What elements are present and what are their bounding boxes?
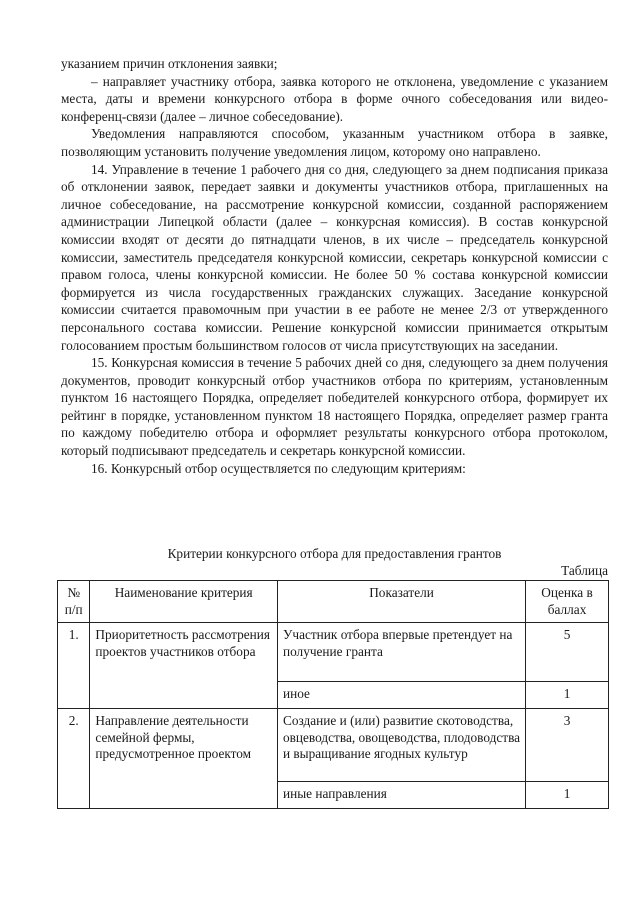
table-row — [58, 709, 609, 782]
table-caption: Критерии конкурсного отбора для предоставления грантов — [167, 546, 502, 561]
row-indicator: Создание и (или) развитие скотоводства, овцеводства, овощеводства, плодоводства и выращивание ягодных культур — [277, 709, 525, 782]
paragraph-item-16: 16. Конкурсный отбор осуществляется по следующим критериям: — [91, 460, 466, 476]
criteria-table — [57, 580, 609, 809]
paragraph-notification-method: Уведомления направляются способом, указанным участником отбора в заявке, позволяющим установить получение уведомления лицом, которому оно направлено. — [61, 126, 608, 159]
table-header-row — [58, 581, 609, 623]
header-score: Оценка в баллах — [526, 581, 609, 623]
row-num: 2. — [58, 709, 90, 809]
row-score: 1 — [526, 782, 609, 809]
row-indicator: Участник отбора впервые претендует на получение гранта — [277, 623, 525, 682]
paragraph-notification-send: – направляет участнику отбора, заявка которого не отклонена, уведомление с указанием места, даты и времени конкурсного отбора в форме очного собеседования или видео-конференц-связи (далее – личное собеседование). — [61, 73, 608, 124]
table-label: Таблица — [561, 563, 608, 578]
row-criterion-name: Приоритетность рассмотрения проектов участников отбора — [90, 623, 278, 709]
row-indicator: иные направления — [277, 782, 525, 809]
row-indicator: иное — [277, 682, 525, 709]
row-criterion-name: Направление деятельности семейной фермы, предусмотренное проектом — [90, 709, 278, 809]
row-score: 3 — [526, 709, 609, 782]
row-score: 5 — [526, 623, 609, 682]
header-criterion-name: Наименование критерия — [90, 581, 278, 623]
table-row — [58, 623, 609, 682]
paragraph-item-14: 14. Управление в течение 1 рабочего дня со дня, следующего за днем подписания приказа об отклонении заявок, передает заявки и документы участников отбора, приглашенных на личное собеседование, на рассмотрение конкурсной комиссии, созданной распоряжением администрации Липецкой области (далее – конкурсная комиссия). В состав конкурсной комиссии входят от десяти до пятнадцати членов, в их числе – председатель конкурсной комиссии, заместитель председателя конкурсной комиссии, секретарь конкурсной комиссии с правом голоса, члены конкурсной комиссии. Не более 50 % состава конкурсной комиссии формируется из числа государственных гражданских служащих. Заседание конкурсной комиссии считается правомочным при участии в ее работе не менее 2/3 от утвержденного персонального состава комиссии. Решение конкурсной комиссии принимается открытым голосованием простым большинством голосов от числа присутствующих на заседании. — [61, 161, 608, 353]
header-num: № п/п — [58, 581, 90, 623]
paragraph-item-15: 15. Конкурсная комиссия в течение 5 рабочих дней со дня, следующего за днем получения документов, проводит конкурсный отбор участников отбора по критериям, установленным пунктом 16 настоящего Порядка, определяет победителей конкурсного отбора, формирует их рейтинг в порядке, установленном пунктом 18 настоящего Порядка, определяет размер гранта по каждому победителю отбора и оформляет результаты конкурсного отбора протоколом, который подписывают председатель и секретарь конкурсной комиссии. — [61, 355, 608, 459]
header-indicators: Показатели — [277, 581, 525, 623]
document-body — [61, 55, 608, 477]
paragraph-continuation: указанием причин отклонения заявки; — [61, 56, 278, 71]
row-score: 1 — [526, 682, 609, 709]
row-num: 1. — [58, 623, 90, 709]
